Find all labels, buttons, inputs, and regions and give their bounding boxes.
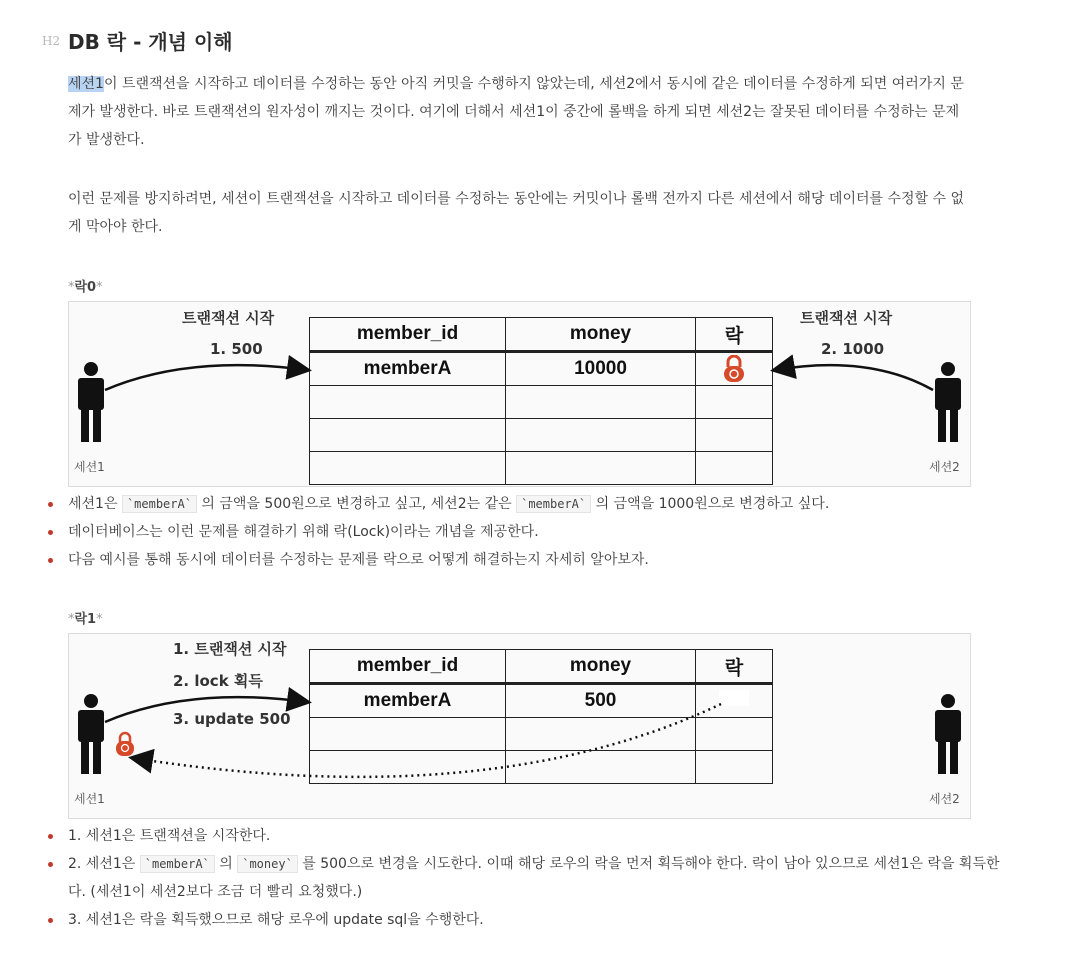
caption-star: *	[68, 280, 75, 295]
person-icon	[935, 694, 961, 774]
left-label-amount: 1. 500	[210, 340, 263, 358]
heading-level-marker: H2	[42, 34, 61, 48]
dotted-lock-arrow	[133, 704, 721, 777]
arrow-session1	[105, 365, 307, 390]
header-money: money	[506, 650, 696, 684]
bullet-list-lock1	[48, 822, 1008, 934]
session1-label: 세션1	[74, 792, 105, 806]
list-item	[48, 546, 1008, 574]
header-lock: 락	[696, 318, 773, 352]
list-text: 1. 세션1은 트랜잭션을 시작한다.	[68, 828, 271, 844]
lock1-diagram	[68, 633, 971, 819]
session2-label: 세션2	[929, 460, 960, 474]
lock-icon	[116, 733, 134, 756]
paragraph-text: 이 트랜잭션을 시작하고 데이터를 수정하는 동안 아직 커밋을 수행하지 않았는데, 세션2에서 동시에 같은 데이터를 수정하게 되면 여러가지 문제가 발생한다. 바로 트랜잭션의 원자성이 깨지는 것이다. 여기에 더해서 세션1이 중간에 롤백을 하게 되면 세션2는 잘못된 데이터를 수정하는 문제가 발생한다.	[68, 76, 964, 148]
figure-caption-lock1	[68, 608, 103, 627]
header-member-id: member_id	[310, 650, 506, 684]
cell-member-id: memberA	[310, 352, 506, 386]
lock1-connectors	[69, 634, 970, 818]
caption-star: *	[96, 280, 103, 295]
cell-money: 500	[506, 684, 696, 718]
list-text: 2. 세션1은	[68, 856, 140, 872]
list-text: 의 금액을 1000원으로 변경하고 싶다.	[591, 496, 830, 512]
lock0-diagram	[68, 301, 971, 487]
step-label-2: 2. lock 획득	[173, 672, 263, 690]
person-icon	[78, 694, 104, 774]
caption-star: *	[68, 612, 75, 627]
session1-label: 세션1	[74, 460, 105, 474]
selected-text[interactable]: 세션1	[68, 76, 104, 92]
header-lock: 락	[696, 650, 773, 684]
right-label-amount: 2. 1000	[821, 340, 885, 358]
person-icon	[78, 362, 104, 442]
session2-label: 세션2	[929, 792, 960, 806]
right-label-start: 트랜잭션 시작	[800, 309, 893, 327]
person-icon	[935, 362, 961, 442]
caption-text: 락0	[74, 280, 97, 295]
list-text: 의	[214, 856, 238, 872]
list-text: 3. 세션1은 락을 획득했으므로 해당 로우에 update sql을 수행한다.	[68, 912, 484, 928]
arrow-session1	[105, 697, 307, 722]
paragraph-text: 이런 문제를 방지하려면, 세션이 트랜잭션을 시작하고 데이터를 수정하는 동안에는 커밋이나 롤백 전까지 다른 세션에서 해당 데이터를 수정할 수 없게 막아야 한다.	[68, 191, 964, 235]
inline-code: `money`	[237, 855, 298, 873]
list-text: 다음 예시를 통해 동시에 데이터를 수정하는 문제를 락으로 어떻게 해결하는지 자세히 알아보자.	[68, 552, 649, 568]
cell-member-id: memberA	[310, 684, 506, 718]
list-item	[48, 822, 1008, 850]
cell-money: 10000	[506, 352, 696, 386]
step-label-1: 1. 트랜잭션 시작	[173, 640, 287, 658]
inline-code: `memberA`	[516, 495, 591, 513]
list-item	[48, 518, 1008, 546]
caption-text: 락1	[74, 612, 97, 627]
inline-code: `memberA`	[122, 495, 197, 513]
list-item	[48, 490, 1008, 518]
inline-code: `memberA`	[140, 855, 215, 873]
intro-paragraph-2	[68, 185, 968, 241]
list-item	[48, 850, 1008, 906]
figure-caption-lock0	[68, 276, 103, 295]
bullet-list-lock0	[48, 490, 1008, 574]
list-text: 를 500으로 변경을 시도한다. 이때 해당 로우의 락을 먼저 획득해야 한다. 락이 남아 있으므로 세션1은 락을 획득한다. (세션1이 세션2보다 조금 더 빨리 요청했다.)	[68, 856, 1000, 900]
caption-star: *	[96, 612, 103, 627]
header-member-id: member_id	[310, 318, 506, 352]
header-money: money	[506, 318, 696, 352]
list-item	[48, 906, 1008, 934]
page-title: DB 락 - 개념 이해	[68, 30, 233, 54]
list-text: 데이터베이스는 이런 문제를 해결하기 위해 락(Lock)이라는 개념을 제공한다.	[68, 524, 539, 540]
intro-paragraph-1	[68, 70, 968, 154]
step-label-3: 3. update 500	[173, 710, 291, 728]
arrow-session2	[775, 365, 933, 390]
list-text: 세션1은	[68, 496, 122, 512]
left-label-start: 트랜잭션 시작	[182, 309, 275, 327]
lock0-connectors	[69, 302, 970, 486]
list-text: 의 금액을 500원으로 변경하고 싶고, 세션2는 같은	[196, 496, 517, 512]
